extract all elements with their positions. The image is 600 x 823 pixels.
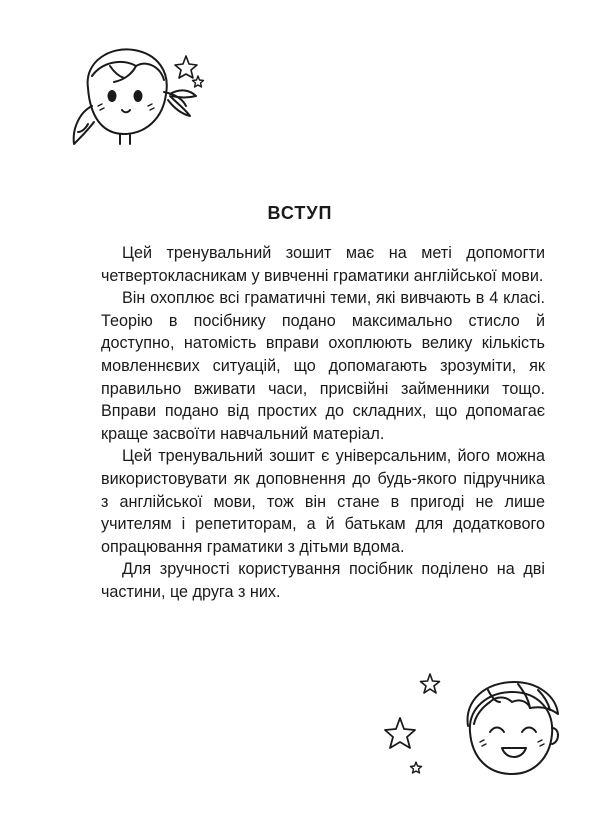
paragraph: Цей тренувальний зошит має на меті допомогти четвертокласникам у вивченні граматики англійської мови. (101, 244, 545, 285)
girl-face-illustration (66, 36, 216, 166)
paragraph: Для зручності користування посібник поділено на дві частини, це друга з них. (101, 560, 545, 601)
paragraph: Він охоплює всі граматичні теми, які вивчають в 4 класі. Теорію в посібнику подано максимально стисло й доступно, натомість вправи охоплюють велику кількість мовленнєвих ситуацій, що допомагають зрозуміти, як правильно вживати часи, присвійні займенники тощо. Вправи подано від простих до складних, що допомагає краще засвоїти навчальний матеріал. (101, 289, 545, 443)
body-text (101, 242, 545, 604)
boy-face-illustration (378, 662, 568, 792)
page-title: ВСТУП (267, 203, 333, 223)
paragraph: Цей тренувальний зошит є універсальним, його можна використовувати як доповнення до будь-якого підручника з англійської мови, тож він стане в пригоді не лише учителям і репетиторам, а й батькам для додаткового опрацювання граматики з дітьми вдома. (101, 447, 545, 556)
